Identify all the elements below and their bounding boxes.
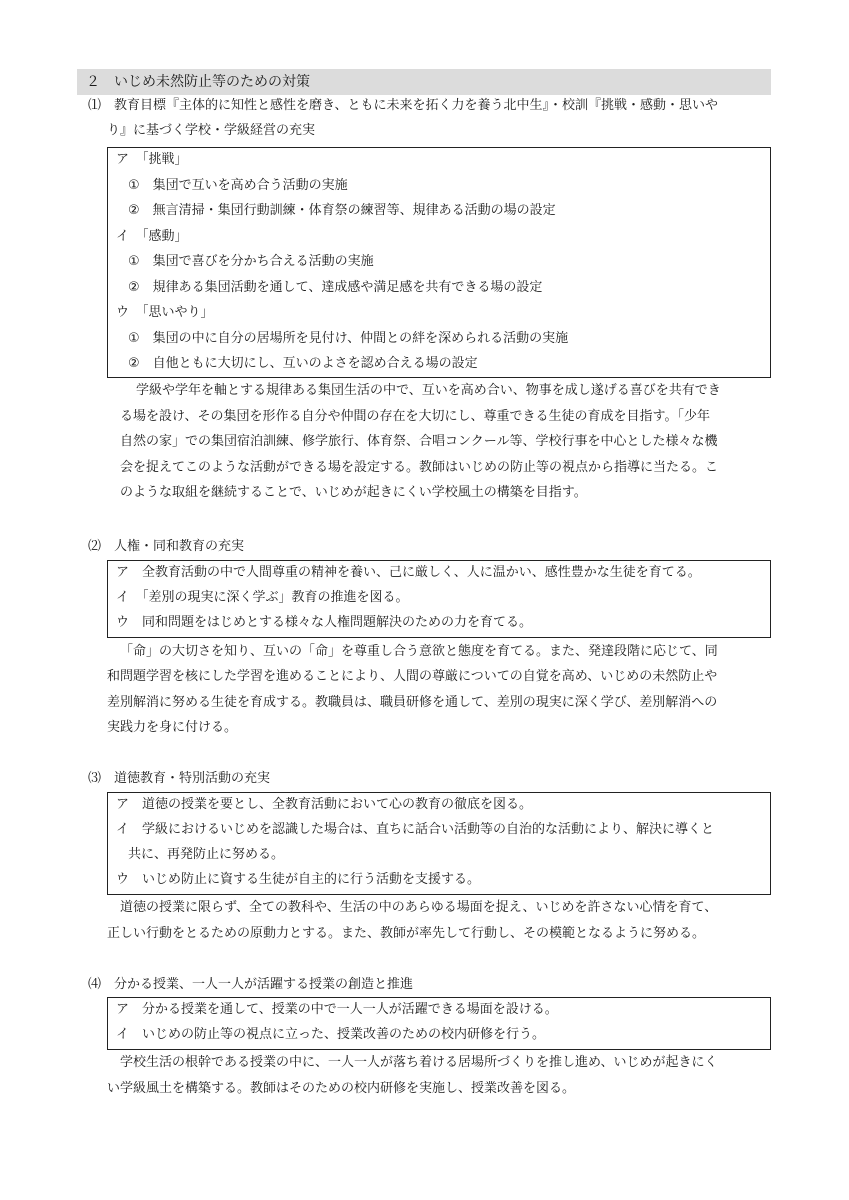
- sub1-body-line: 会を捉えてこのような活動ができる場を設定する。教師はいじめの防止等の視点から指導に当たる。こ: [120, 460, 719, 475]
- sub1-body-line: のような取組を継続することで、いじめが起きにくい学校風土の構築を目指す。: [120, 485, 587, 500]
- sub1-title-line1: ⑴ 教育目標『主体的に知性と感性を磨き、ともに未来を拓く力を養う北中生』・校訓『挑戦・感動・思いや: [88, 98, 718, 113]
- sub2-body-line: 実践力を身に付ける。: [107, 720, 238, 735]
- sub1-body-line: る場を設け、その集団を形作る自分や仲間の存在を大切にし、尊重できる生徒の育成を目指す。「少年: [120, 409, 710, 424]
- sub2-title: ⑵ 人権・同和教育の充実: [88, 539, 245, 554]
- sub3-title: ⑶ 道徳教育・特別活動の充実: [88, 771, 271, 786]
- sub1-box-line: ① 集団で喜びを分かち合える活動の実施: [128, 254, 374, 269]
- sub4-body-line: 学校生活の根幹である授業の中に、一人一人が落ち着ける居場所づくりを推し進め、いじめが起きにく: [120, 1055, 718, 1070]
- sub1-body-line: 自然の家」での集団宿泊訓練、修学旅行、体育祭、合唱コンクール等、学校行事を中心とした様々な機: [120, 434, 718, 449]
- sub1-box-line: イ 「感動」: [116, 229, 188, 244]
- sub3-box-line: イ 学級におけるいじめを認識した場合は、直ちに話合い活動等の自治的な活動により、解決に導くと: [116, 822, 715, 837]
- sub1-box-line: ア 「挑戦」: [116, 152, 188, 167]
- sub4-body-line: い学級風土を構築する。教師はそのための校内研修を実施し、授業改善を図る。: [107, 1081, 576, 1096]
- sub1-box-line: ウ 「思いやり」: [116, 305, 214, 320]
- sub1-box-line: ① 集団の中に自分の居場所を見付け、仲間との絆を深められる活動の実施: [128, 331, 569, 346]
- sub3-box-line: ウ いじめ防止に資する生徒が自主的に行う活動を支援する。: [116, 872, 481, 887]
- sub1-body-line: 学級や学年を軸とする規律ある集団生活の中で、互いを高め合い、物事を成し遂げる喜びを共有でき: [136, 383, 721, 398]
- sub4-title: ⑷ 分かる授業、一人一人が活躍する授業の創造と推進: [88, 977, 414, 992]
- sub3-box-line: ア 道徳の授業を要とし、全教育活動において心の教育の徹底を図る。: [116, 797, 533, 812]
- sub1-box-line: ① 集団で互いを高め合う活動の実施: [128, 178, 348, 193]
- section-heading-bar: [77, 69, 771, 95]
- sub2-box-line: ア 全教育活動の中で人間尊重の精神を養い、己に厳しく、人に温かい、感性豊かな生徒を育てる。: [116, 565, 701, 580]
- sub2-body-line: 差別解消に努める生徒を育成する。教職員は、職員研修を通して、差別の現実に深く学び、差別解消への: [107, 695, 718, 710]
- sub4-box-line: イ いじめの防止等の視点に立った、授業改善のための校内研修を行う。: [116, 1027, 546, 1042]
- sub3-body-line: 道徳の授業に限らず、全ての教科や、生活の中のあらゆる場面を捉え、いじめを許さない心情を育て、: [120, 900, 718, 915]
- sub1-box-line: ② 規律ある集団活動を通して、達成感や満足感を共有できる場の設定: [128, 280, 543, 295]
- sub1-title-line2: り』に基づく学校・学級経営の充実: [107, 123, 316, 138]
- sub3-body-line: 正しい行動をとるための原動力とする。また、教師が率先して行動し、その模範となるように努める。: [107, 926, 706, 941]
- sub1-box-line: ② 自他ともに大切にし、互いのよさを認め合える場の設定: [128, 356, 478, 371]
- sub2-box-line: イ 「差別の現実に深く学ぶ」教育の推進を図る。: [116, 590, 409, 605]
- sub2-body-line: 「命」の大切さを知り、互いの「命」を尊重し合う意欲と態度を育てる。また、発達段階に応じて、同: [120, 644, 718, 659]
- sub1-box-line: ② 無言清掃・集団行動訓練・体育祭の練習等、規律ある活動の場の設定: [128, 203, 556, 218]
- sub2-body-line: 和問題学習を核にした学習を進めることにより、人間の尊厳についての自覚を高め、いじめの未然防止や: [107, 669, 718, 684]
- sub3-box-line: 共に、再発防止に努める。: [128, 847, 285, 862]
- sub4-box-line: ア 分かる授業を通して、授業の中で一人一人が活躍できる場面を設ける。: [116, 1002, 558, 1017]
- section-heading: ２ いじめ未然防止等のための対策: [86, 74, 310, 90]
- sub2-box-line: ウ 同和問題をはじめとする様々な人権問題解決のための力を育てる。: [116, 615, 533, 630]
